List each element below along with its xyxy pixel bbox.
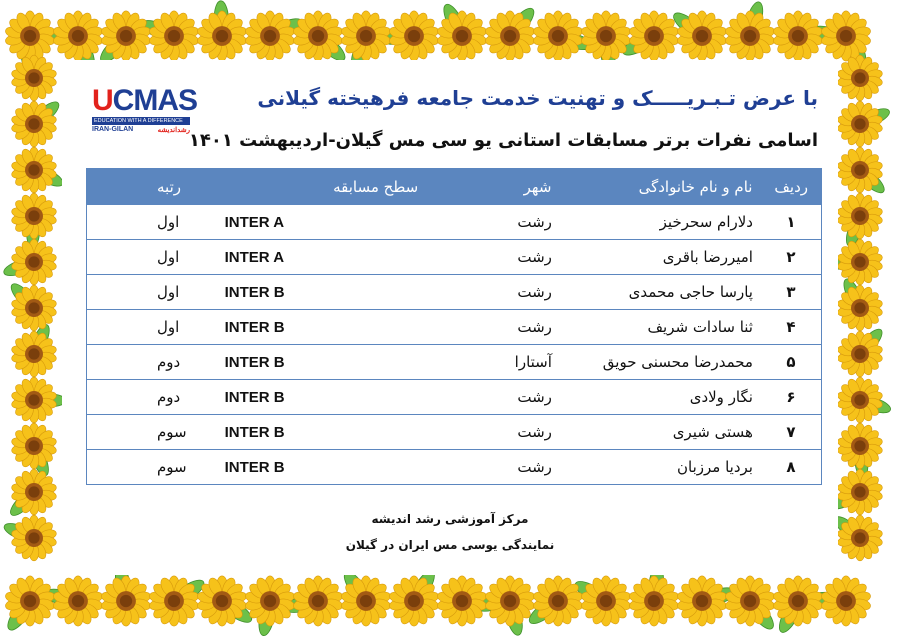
row-city: رشت: [427, 380, 560, 415]
table-row: [87, 415, 822, 450]
row-level: INTER B: [195, 450, 427, 485]
row-index: ۶: [761, 380, 822, 415]
sunflower-icon: [340, 11, 391, 61]
logo-wordmark: [92, 84, 198, 117]
row-index: ۳: [761, 275, 822, 310]
sunflower-icon: [837, 55, 884, 101]
logo-region: IRAN-GILAN: [92, 126, 134, 133]
table-row: [87, 275, 822, 310]
row-level: INTER B: [195, 345, 427, 380]
row-level: INTER A: [195, 240, 427, 275]
row-name: ثنا سادات شریف: [560, 310, 761, 345]
row-level: INTER B: [195, 275, 427, 310]
sunflower-icon: [837, 101, 884, 147]
sunflower-icon: [100, 576, 151, 626]
col-level-header: سطح مسابقه: [195, 169, 427, 205]
row-index: ۸: [761, 450, 822, 485]
logo-region-fa: رشداندیشه: [157, 127, 190, 134]
sunflower-icon: [11, 239, 58, 285]
col-index-header: ردیف: [761, 169, 822, 205]
row-index: ۷: [761, 415, 822, 450]
table-row: [87, 345, 822, 380]
row-city: رشت: [427, 240, 560, 275]
row-level: INTER A: [195, 205, 427, 240]
row-index: ۴: [761, 310, 822, 345]
sunflower-icon: [837, 239, 884, 285]
sunflower-icon: [292, 576, 343, 626]
sunflower-icon: [11, 377, 58, 423]
sunflower-icon: [628, 576, 679, 626]
row-index: ۱: [761, 205, 822, 240]
table-row: [87, 380, 822, 415]
table-row: [87, 450, 822, 485]
row-city: رشت: [427, 310, 560, 345]
row-rank: اول: [87, 205, 195, 240]
row-city: آستارا: [427, 345, 560, 380]
table-row: [87, 310, 822, 345]
row-level: INTER B: [195, 310, 427, 345]
row-name: هستی شیری: [560, 415, 761, 450]
footer-institute: مرکز آموزشی رشد اندیشه: [371, 512, 529, 526]
sunflower-icon: [436, 576, 487, 626]
sunflower-icon: [196, 11, 247, 61]
sunflower-icon: [837, 423, 884, 469]
sunflower-icon: [837, 469, 884, 515]
footer-representation: نمایندگی یوسی مس ایران در گیلان: [345, 538, 555, 552]
row-rank: دوم: [87, 345, 195, 380]
row-city: رشت: [427, 415, 560, 450]
logo-letters: CMAS: [112, 84, 198, 117]
row-name: امیررضا باقری: [560, 240, 761, 275]
sunflower-icon: [52, 11, 103, 61]
congratulations-title: با عرض تـبـریـــــک و تهنیت خدمت جامعه فرهیخته گیلانی: [257, 86, 818, 110]
row-index: ۲: [761, 240, 822, 275]
row-index: ۵: [761, 345, 822, 380]
table-header-row: [87, 169, 822, 205]
row-name: پارسا حاجی محمدی: [560, 275, 761, 310]
row-city: رشت: [427, 275, 560, 310]
sunflower-icon: [244, 11, 295, 61]
logo-tagline: EDUCATION WITH A DIFFERENCE: [92, 117, 190, 125]
sunflower-icon: [4, 11, 55, 61]
col-name-header: نام و نام خانوادگی: [560, 169, 761, 205]
row-city: رشت: [427, 450, 560, 485]
sunflower-icon: [436, 11, 487, 61]
row-rank: دوم: [87, 380, 195, 415]
sunflower-icon: [837, 285, 884, 331]
ucmas-logo: [92, 84, 198, 134]
sunflower-icon: [11, 55, 58, 101]
row-rank: اول: [87, 275, 195, 310]
sunflower-icon: [837, 193, 884, 239]
row-rank: سوم: [87, 415, 195, 450]
results-subtitle: اسامی نفرات برتر مسابقات استانی یو سی مس گیلان-اردیبهشت ۱۴۰۱: [188, 130, 818, 151]
sunflower-icon: [484, 576, 535, 626]
sunflower-icon: [52, 576, 103, 626]
row-name: دلارام سحرخیز: [560, 205, 761, 240]
sunflower-icon: [837, 377, 884, 423]
sunflower-icon: [11, 147, 58, 193]
row-name: محمدرضا محسنی حویق: [560, 345, 761, 380]
sunflower-icon: [772, 11, 823, 61]
row-rank: اول: [87, 310, 195, 345]
sunflower-icon: [11, 193, 58, 239]
row-city: رشت: [427, 205, 560, 240]
winners-table: [86, 168, 822, 485]
sunflower-icon: [820, 576, 871, 626]
row-level: INTER B: [195, 380, 427, 415]
sunflower-icon: [11, 423, 58, 469]
logo-letter-u: U: [92, 84, 113, 117]
row-level: INTER B: [195, 415, 427, 450]
row-name: بردیا مرزبان: [560, 450, 761, 485]
sunflower-icon: [148, 11, 199, 61]
sunflower-icon: [772, 576, 823, 626]
sunflower-icon: [11, 331, 58, 377]
sunflower-icon: [532, 11, 583, 61]
sunflower-icon: [676, 576, 727, 626]
sunflower-icon: [724, 11, 775, 61]
row-name: نگار ولادی: [560, 380, 761, 415]
sunflower-icon: [388, 11, 439, 61]
row-rank: اول: [87, 240, 195, 275]
table-row: [87, 205, 822, 240]
col-rank-header: رتبه: [87, 169, 195, 205]
col-city-header: شهر: [427, 169, 560, 205]
logo-region-row: [92, 126, 190, 134]
row-rank: سوم: [87, 450, 195, 485]
table-row: [87, 240, 822, 275]
